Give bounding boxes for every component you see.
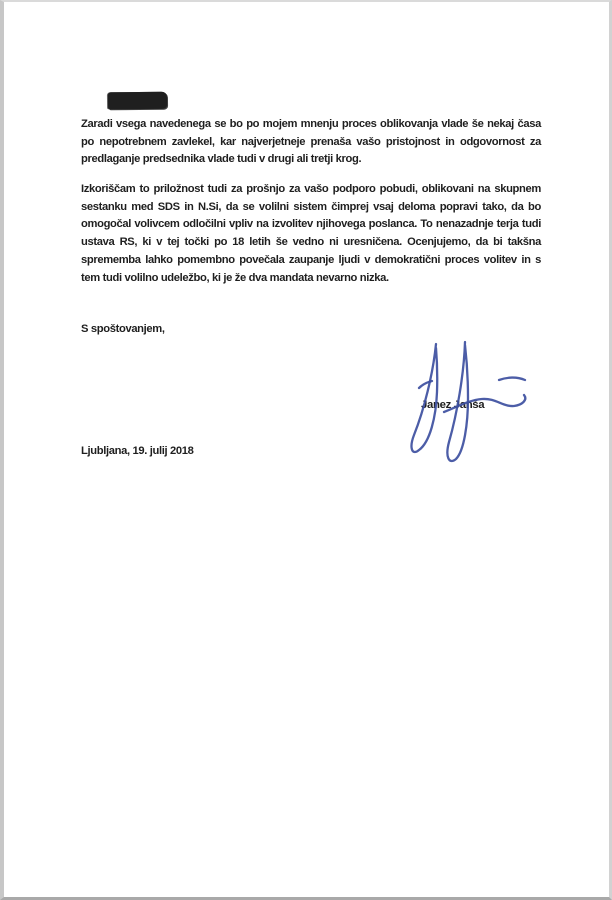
signature-stroke-tall-loop-2: [447, 342, 468, 461]
closing-salutation: S spoštovanjem,: [81, 323, 165, 335]
signature-stroke-tall-loop-1: [412, 344, 438, 452]
signer-name: Janez Janša: [421, 399, 485, 411]
signature-stroke-right-dash: [499, 378, 525, 380]
redaction-mark: [108, 92, 167, 110]
dateline: Ljubljana, 19. julij 2018: [81, 445, 194, 457]
paragraph-1: Zaradi vsega navedenega se bo po mojem mnenju proces oblikovanja vlade še nekaj časa po nepotrebnem zavlekel, kar najverjetneje prenaša vašo pristojnost in odgovornost za predlaganje predsednika vlade tudi v drugi ali tretji krog.: [81, 118, 541, 166]
handwritten-signature: [397, 332, 557, 472]
paragraph-2: Izkoriščam to priložnost tudi za prošnjo za vašo podporo pobudi, oblikovani na skupnem sestanku med SDS in N.Si, da se volilni sistem čimprej vsaj deloma popravi tako, da bo omogočal volivcem odločilni vpliv na izvolitev njihovega poslanca. To nenazadnje terja tudi ustava RS, ki v tej točki po 18 letih še vedno ni uresničena. Ocenjujemo, da bi takšna sprememba lahko pomembno povečala zaupanje ljudi v demokratični proces volitev in s tem tudi volilno udeležbo, ki je že dva mandata nevarno nizka.: [81, 183, 541, 284]
